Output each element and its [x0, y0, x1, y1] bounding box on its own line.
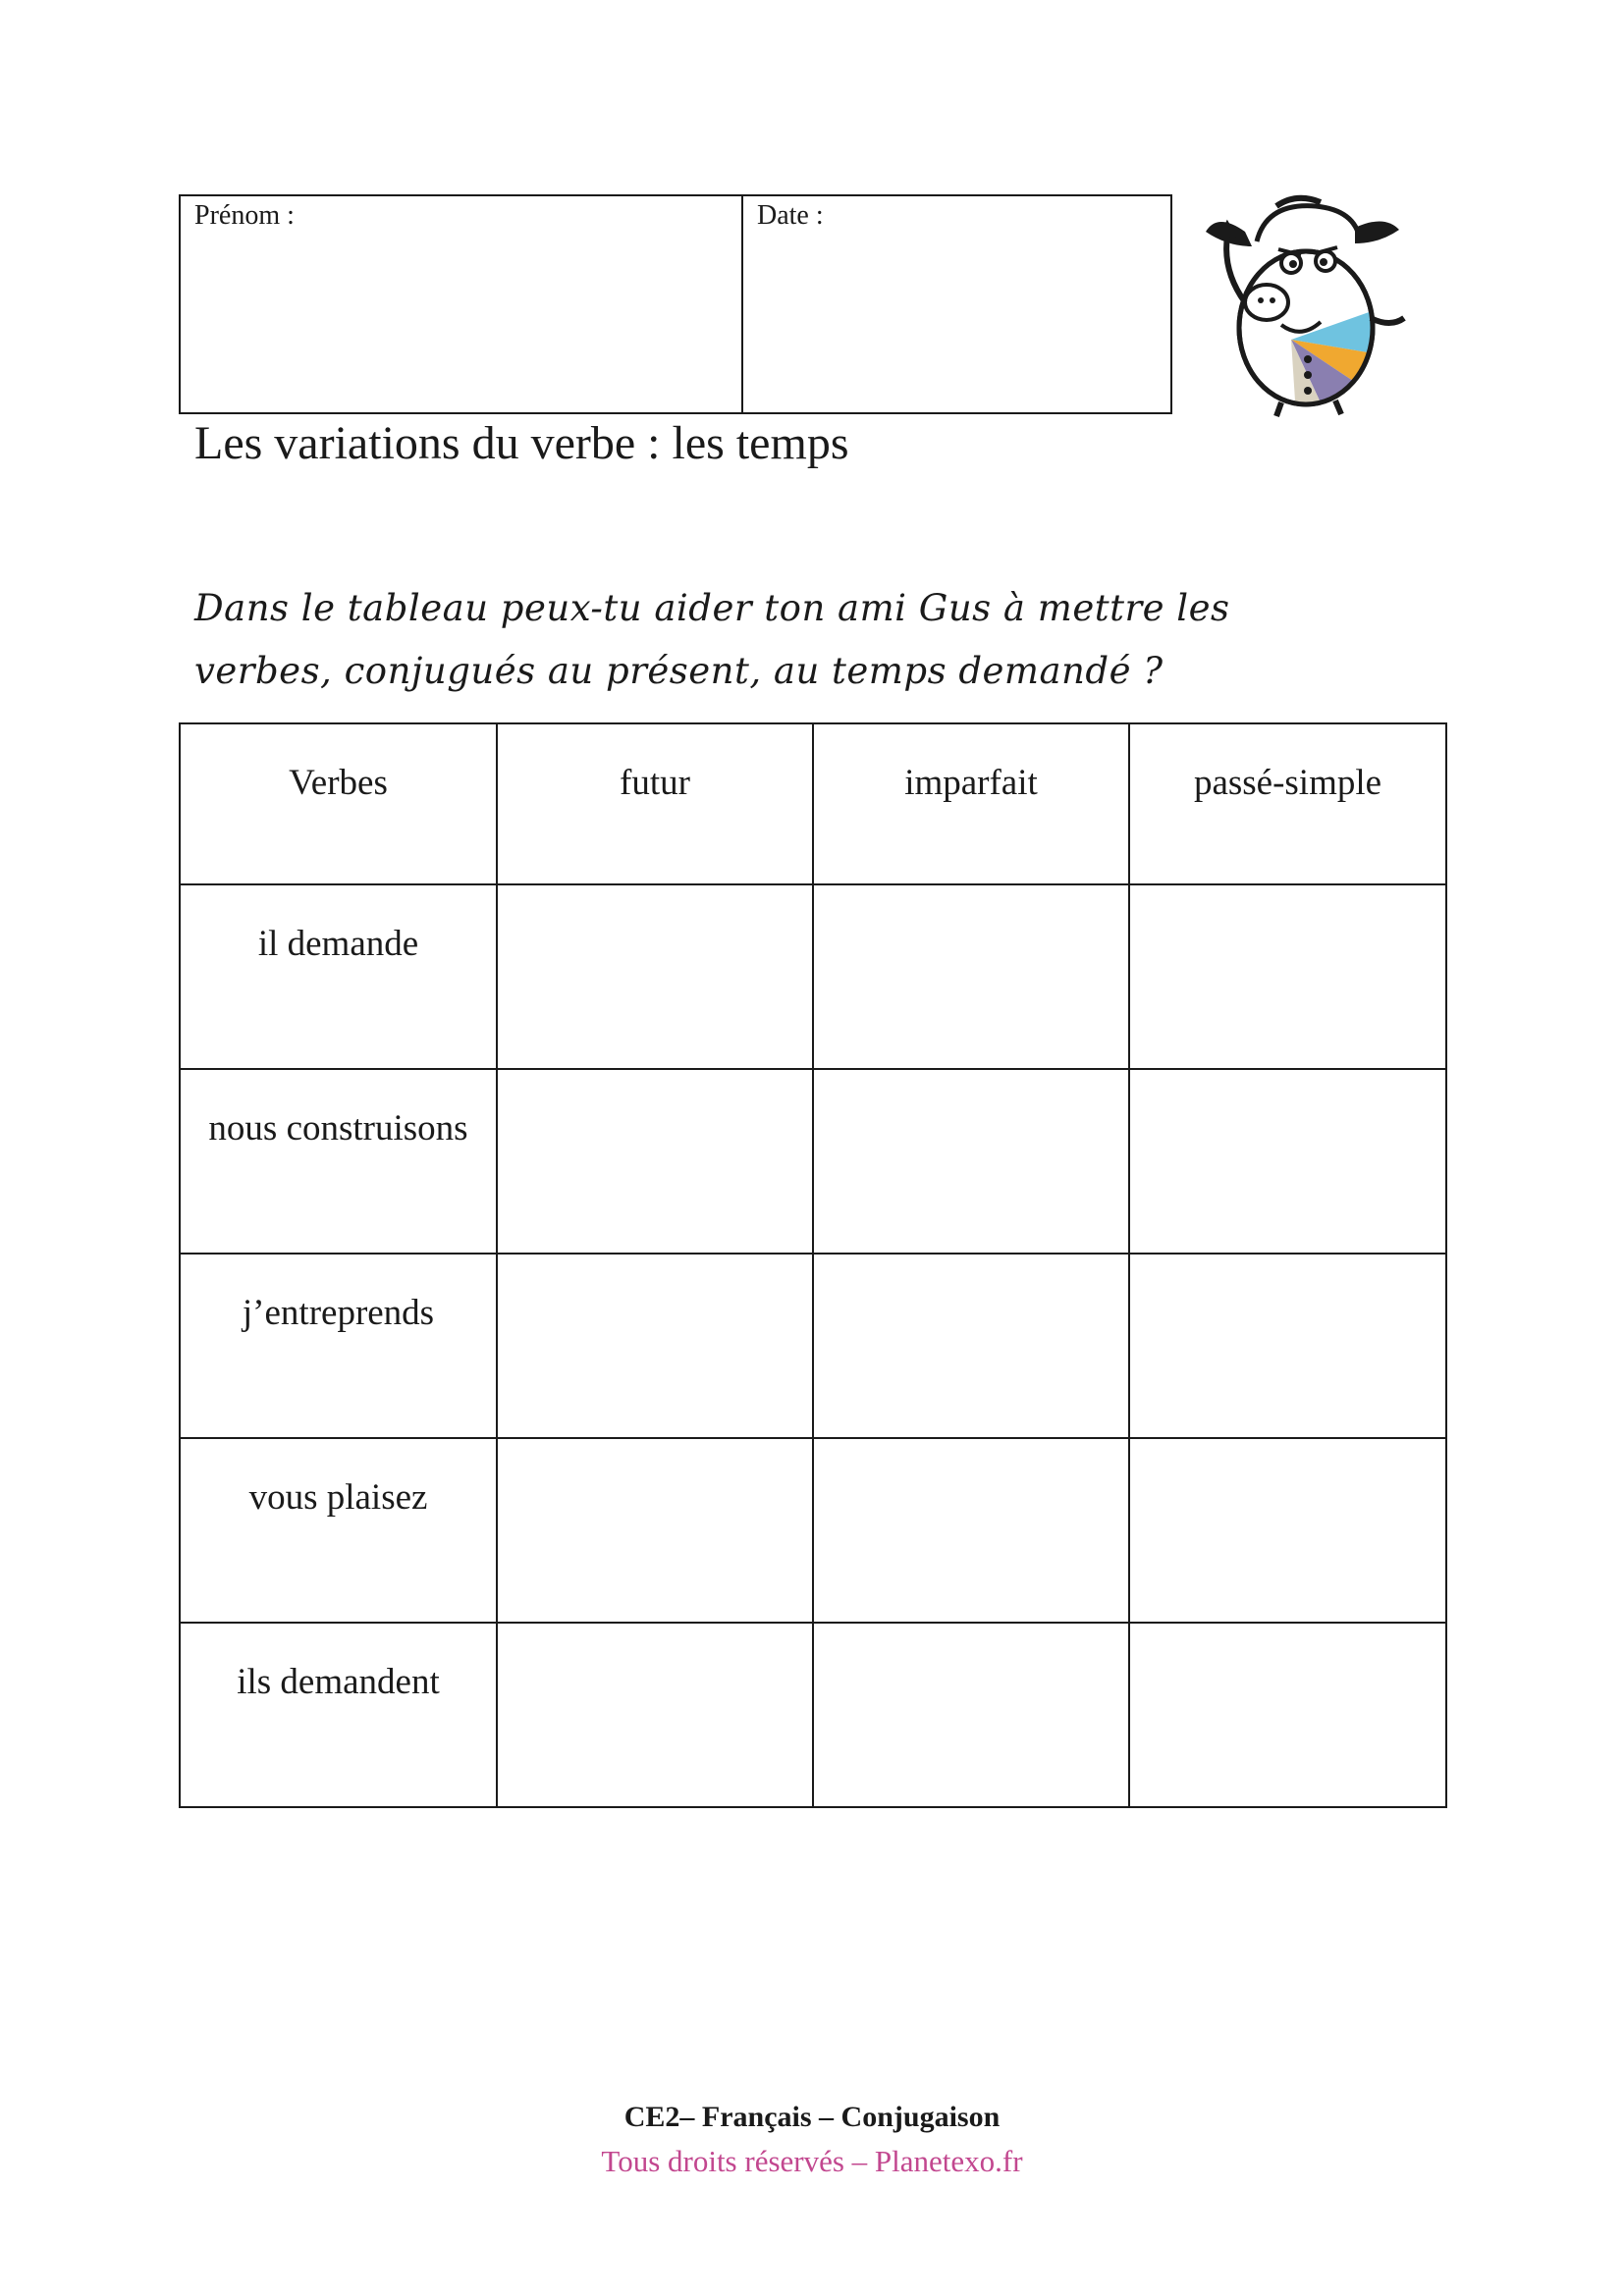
imparfait-answer-cell[interactable]: [813, 1069, 1129, 1254]
table-header-row: [180, 723, 1446, 884]
date-field[interactable]: [743, 196, 1170, 412]
header-passe-simple: passé-simple: [1129, 723, 1446, 884]
prenom-label: Prénom :: [194, 200, 295, 231]
imparfait-answer-cell[interactable]: [813, 1623, 1129, 1807]
futur-answer-cell[interactable]: [497, 1254, 813, 1438]
header-futur: futur: [497, 723, 813, 884]
instructions-line-2: verbes, conjugués au présent, au temps demandé ?: [194, 650, 1164, 692]
prenom-field[interactable]: [181, 196, 743, 412]
verb-cell: il demande: [180, 884, 497, 1069]
passe-simple-answer-cell[interactable]: [1129, 1623, 1446, 1807]
conjugation-table: [179, 722, 1447, 1808]
header-verbes: Verbes: [180, 723, 497, 884]
passe-simple-answer-cell[interactable]: [1129, 1069, 1446, 1254]
table-row: [180, 1254, 1446, 1438]
date-label: Date :: [757, 200, 824, 231]
futur-answer-cell[interactable]: [497, 1069, 813, 1254]
verb-cell: vous plaisez: [180, 1438, 497, 1623]
page-title: Les variations du verbe : les temps: [194, 417, 849, 469]
verb-cell: nous construisons: [180, 1069, 497, 1254]
table-row: [180, 884, 1446, 1069]
table-row: [180, 1069, 1446, 1254]
footer-course: CE2– Français – Conjugaison: [623, 2101, 1001, 2133]
header-imparfait: imparfait: [813, 723, 1129, 884]
gus-sheep-mascot-icon: [1198, 192, 1414, 418]
instructions-line-1: Dans le tableau peux-tu aider ton ami Gus à mettre les: [194, 587, 1230, 629]
passe-simple-answer-cell[interactable]: [1129, 1254, 1446, 1438]
imparfait-answer-cell[interactable]: [813, 884, 1129, 1069]
instructions: [194, 577, 1451, 703]
passe-simple-answer-cell[interactable]: [1129, 1438, 1446, 1623]
futur-answer-cell[interactable]: [497, 1438, 813, 1623]
passe-simple-answer-cell[interactable]: [1129, 884, 1446, 1069]
futur-answer-cell[interactable]: [497, 1623, 813, 1807]
table-row: [180, 1438, 1446, 1623]
footer-rights: Tous droits réservés – Planetexo.fr: [601, 2144, 1023, 2178]
imparfait-answer-cell[interactable]: [813, 1254, 1129, 1438]
identity-box: [179, 194, 1172, 414]
imparfait-answer-cell[interactable]: [813, 1438, 1129, 1623]
futur-answer-cell[interactable]: [497, 884, 813, 1069]
table-row: [180, 1623, 1446, 1807]
verb-cell: j’entreprends: [180, 1254, 497, 1438]
verb-cell: ils demandent: [180, 1623, 497, 1807]
